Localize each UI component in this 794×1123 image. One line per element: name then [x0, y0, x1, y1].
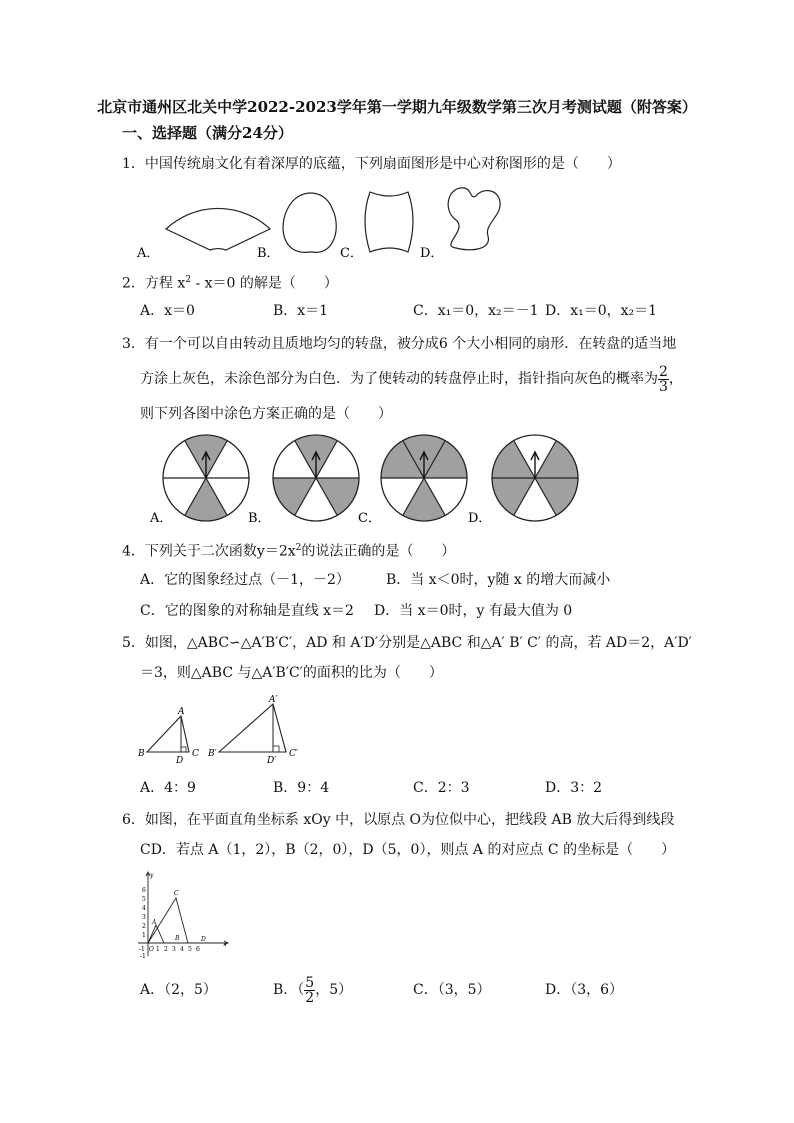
svg-text:1: 1	[156, 946, 160, 953]
spinner-c	[381, 435, 467, 521]
svg-text:O: O	[149, 946, 154, 953]
label-b: B	[138, 749, 145, 759]
q6-line2: CD．若点 A（1，2），B（2，0），D（5，0），则点 A 的对应点 C 的坐标是（ ）	[140, 842, 676, 858]
q6-option-a[interactable]: A．（2，5）	[140, 982, 217, 998]
spinner-d	[492, 435, 578, 521]
q3-fraction: $\frac{2}{3}$	[659, 363, 668, 395]
q5-figure	[135, 692, 315, 764]
svg-text:y: y	[150, 872, 154, 879]
q5-option-c[interactable]: C．2：3	[413, 780, 470, 796]
q4-option-a[interactable]: A．它的图象经过点（－1，－2）	[140, 572, 350, 588]
triangle-abc-prime	[207, 695, 298, 764]
q4-option-d[interactable]: D．当 x＝0时，y 有最大值为 0	[374, 603, 573, 619]
q4-option-b[interactable]: B．当 x＜0时，y随 x 的增大而减小	[386, 572, 611, 588]
q1-stem: 1．中国传统扇文化有着深厚的底蕴，下列扇面图形是中心对称图形的是（ ）	[122, 156, 621, 172]
section-heading: 一、选择题（满分24分）	[122, 124, 293, 142]
label-d-prime: D′	[267, 756, 277, 764]
q3-label-c: C．	[358, 511, 381, 526]
q2-option-a[interactable]: A．x＝0	[140, 303, 195, 319]
page-title: 北京市通州区北关中学2022-2023学年第一学期九年级数学第三次月考测试题（附答案）	[97, 98, 697, 116]
q5-line1: 5．如图，△ABC∽△A′B′C′，AD 和 A′D′分别是△ABC 和△A′ B′ C′ 的高，若 AD＝2，A′D′	[122, 635, 692, 651]
svg-text:C: C	[174, 890, 179, 897]
label-d: D	[176, 756, 184, 764]
q6-line1: 6．如图，在平面直角坐标系 xOy 中，以原点 O为位似中心，把线段 AB 放大后得到线段	[122, 812, 675, 828]
q3-label-a: A．	[150, 511, 173, 526]
q5-option-d[interactable]: D．3：2	[545, 780, 603, 796]
fan-shape-b	[283, 193, 336, 252]
svg-text:1: 1	[142, 932, 146, 939]
label-c: C	[192, 749, 199, 759]
q3-line3: 则下列各图中涂色方案正确的是（ ）	[140, 406, 392, 422]
svg-text:6: 6	[196, 946, 200, 953]
svg-text:-1: -1	[139, 946, 145, 953]
svg-text:2: 2	[164, 946, 168, 953]
svg-text:6: 6	[142, 887, 146, 894]
svg-text:x: x	[223, 941, 227, 948]
q6-option-c[interactable]: C．（3，5）	[413, 982, 491, 998]
label-b-prime: B′	[208, 749, 217, 759]
q5-line2: ＝3，则△ABC 与△A′B′C′的面积的比为（ ）	[140, 665, 443, 681]
q4-option-c[interactable]: C．它的图象的对称轴是直线 x＝2	[140, 603, 354, 619]
svg-text:B: B	[175, 935, 180, 942]
fan-shape-a	[166, 208, 270, 250]
spinner-a	[163, 435, 249, 521]
label-a-prime: A′	[269, 695, 278, 705]
svg-text:5: 5	[142, 896, 146, 903]
svg-text:-1: -1	[140, 953, 146, 960]
q1-label-a: A．	[137, 246, 160, 261]
svg-text:3: 3	[172, 946, 176, 953]
svg-text:5: 5	[188, 946, 192, 953]
q1-label-d: D．	[420, 246, 444, 261]
fan-shape-c	[365, 192, 413, 252]
q3-line2: 方涂上灰色，未涂色部分为白色．为了使转动的转盘停止时，指针指向灰色的概率为 $\frac{2}{3}$ ，	[140, 363, 683, 395]
q4-stem: 4．下列关于二次函数$y=2x^2$的说法正确的是（ ）	[122, 543, 456, 560]
q2-option-d[interactable]: D．x₁＝0，x₂＝1	[545, 303, 658, 319]
q3-label-b: B．	[248, 511, 271, 526]
q1-label-b: B．	[257, 246, 280, 261]
q3-spinners	[130, 432, 600, 530]
label-a: A	[178, 707, 185, 717]
q5-option-b[interactable]: B．9：4	[273, 780, 330, 796]
q6-option-d[interactable]: D．（3，6）	[545, 982, 624, 998]
q1-label-c: C．	[340, 246, 363, 261]
q5-option-a[interactable]: A．4：9	[140, 780, 196, 796]
triangle-abc	[137, 707, 199, 764]
q6-option-b[interactable]: B．（ $\frac{5}{2}$ ，5）	[273, 974, 353, 1006]
segment-ab	[148, 925, 164, 943]
q2-option-c[interactable]: C．x₁＝0，x₂＝－1	[413, 303, 539, 319]
fan-shape-d	[448, 188, 500, 250]
label-c-prime: C′	[289, 749, 298, 759]
svg-text:A: A	[152, 919, 157, 926]
spinner-b	[273, 435, 359, 521]
svg-text:4: 4	[142, 905, 146, 912]
svg-text:D: D	[201, 936, 206, 943]
q6-coordinate-plane	[134, 868, 234, 960]
q2-option-b[interactable]: B．x＝1	[273, 303, 329, 319]
q3-line1: 3．有一个可以自由转动且质地均匀的转盘，被分成6 个大小相同的扇形．在转盘的适当地	[122, 336, 677, 352]
svg-text:3: 3	[142, 914, 146, 921]
q2-stem: 2．方程 $x^2 - x=0$ 的解是（ ）	[122, 275, 338, 292]
svg-text:4: 4	[180, 946, 184, 953]
svg-text:2: 2	[142, 923, 146, 930]
q3-label-d: D．	[468, 511, 492, 526]
q1-figures	[122, 180, 542, 265]
